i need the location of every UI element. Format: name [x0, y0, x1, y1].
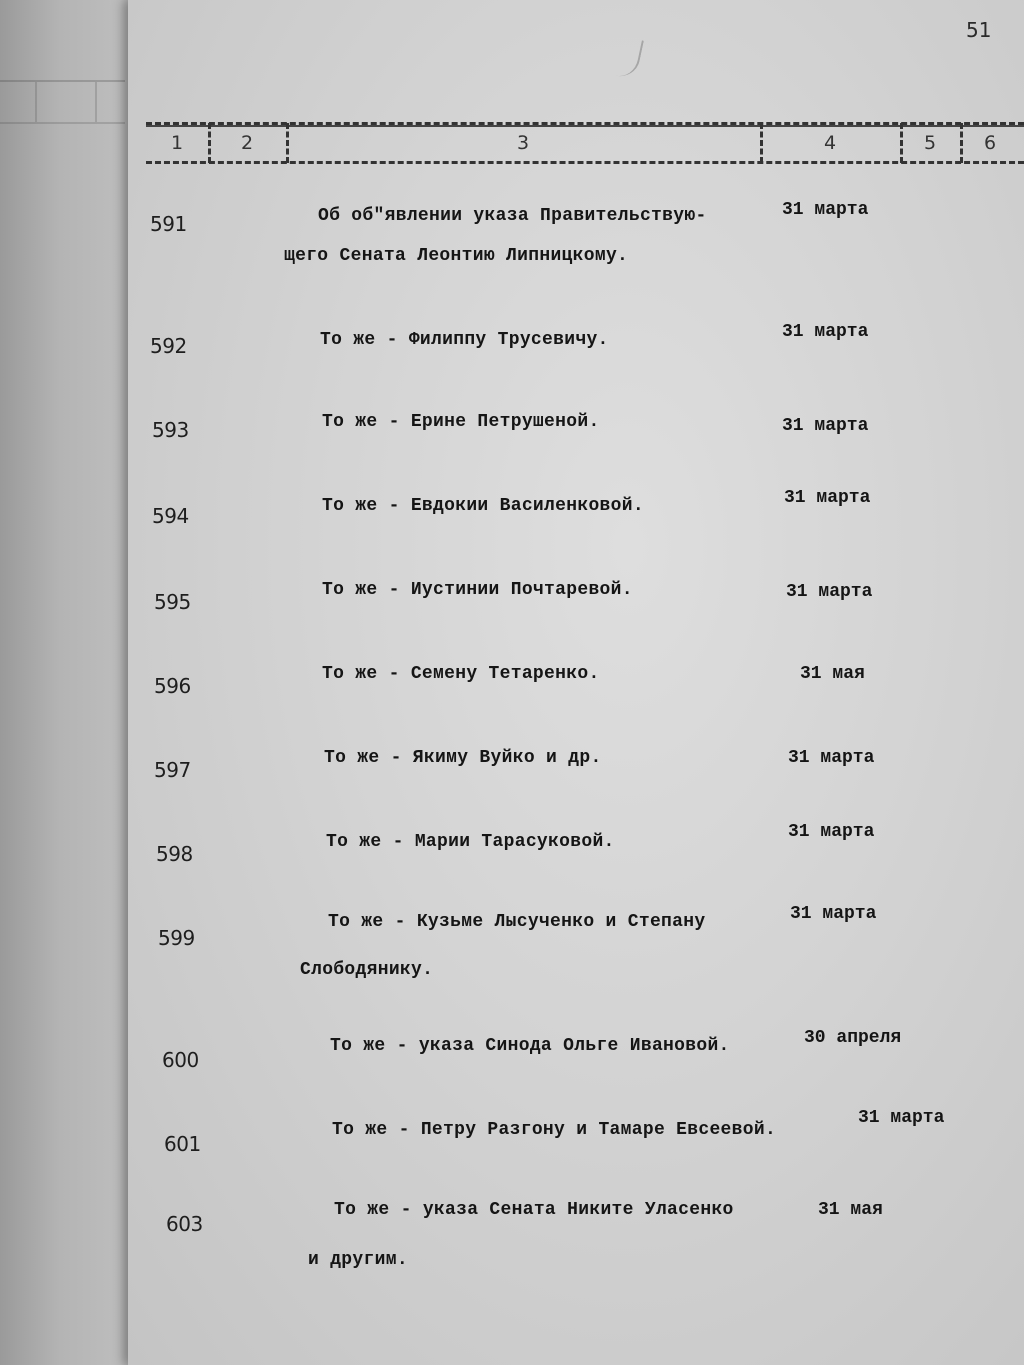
- entry-number: 600: [162, 1048, 199, 1072]
- entry-number: 601: [164, 1132, 201, 1156]
- entry-number: 599: [158, 926, 195, 950]
- entry-date: 31 марта: [782, 322, 869, 342]
- entry-text-continued: Слободянику.: [300, 960, 434, 980]
- entry-number: 603: [166, 1212, 203, 1236]
- entry-number: 598: [156, 842, 193, 866]
- column-header-1: 1: [170, 132, 184, 154]
- entry-text-continued: щего Сената Леонтию Липницкому.: [284, 246, 629, 266]
- entry-text-continued: и другим.: [308, 1250, 408, 1270]
- entry-number: 594: [152, 504, 189, 528]
- column-header-2: 2: [240, 132, 254, 154]
- entry-text: То же - Семену Тетаренко.: [322, 664, 600, 684]
- entry-text: То же - указа Синода Ольге Ивановой.: [330, 1036, 730, 1056]
- previous-page-edge: [0, 80, 125, 124]
- entry-text: То же - Евдокии Василенковой.: [322, 496, 644, 516]
- entry-text: То же - Ерине Петрушеной.: [322, 412, 600, 432]
- entry-text: То же - Филиппу Трусевичу.: [320, 330, 609, 350]
- entry-date: 30 апреля: [804, 1028, 902, 1048]
- column-header-5: 5: [923, 132, 937, 154]
- column-header-6: 6: [983, 132, 997, 154]
- entry-date: 31 марта: [790, 904, 877, 924]
- entry-date: 31 марта: [782, 200, 869, 220]
- entry-text: Об об"явлении указа Правительствую-: [318, 206, 707, 226]
- entry-number: 595: [154, 590, 191, 614]
- entry-date: 31 марта: [788, 748, 875, 768]
- column-header-3: 3: [516, 132, 530, 154]
- entry-number: 592: [150, 334, 187, 358]
- pencil-mark: [614, 36, 644, 80]
- column-header-row: [146, 122, 1024, 164]
- entry-text: То же - Марии Тарасуковой.: [326, 832, 615, 852]
- entry-date: 31 марта: [786, 582, 873, 602]
- entry-date: 31 мая: [800, 664, 865, 684]
- entry-text: То же - Петру Разгону и Тамаре Евсеевой.: [332, 1120, 777, 1140]
- entry-text: То же - Якиму Вуйко и др.: [324, 748, 602, 768]
- entry-date: 31 марта: [782, 416, 869, 436]
- entry-date: 31 марта: [784, 488, 871, 508]
- entry-number: 593: [152, 418, 189, 442]
- entry-text: То же - Кузьме Лысученко и Степану: [328, 912, 706, 932]
- entry-date: 31 мая: [818, 1200, 883, 1220]
- column-header-4: 4: [823, 132, 837, 154]
- entry-number: 596: [154, 674, 191, 698]
- entry-text: То же - Иустинии Почтаревой.: [322, 580, 633, 600]
- entry-number: 597: [154, 758, 191, 782]
- page-number: 51: [966, 18, 992, 42]
- entry-date: 31 марта: [788, 822, 875, 842]
- entry-number: 591: [150, 212, 187, 236]
- entry-date: 31 марта: [858, 1108, 945, 1128]
- entry-text: То же - указа Сената Никите Уласенко: [334, 1200, 734, 1220]
